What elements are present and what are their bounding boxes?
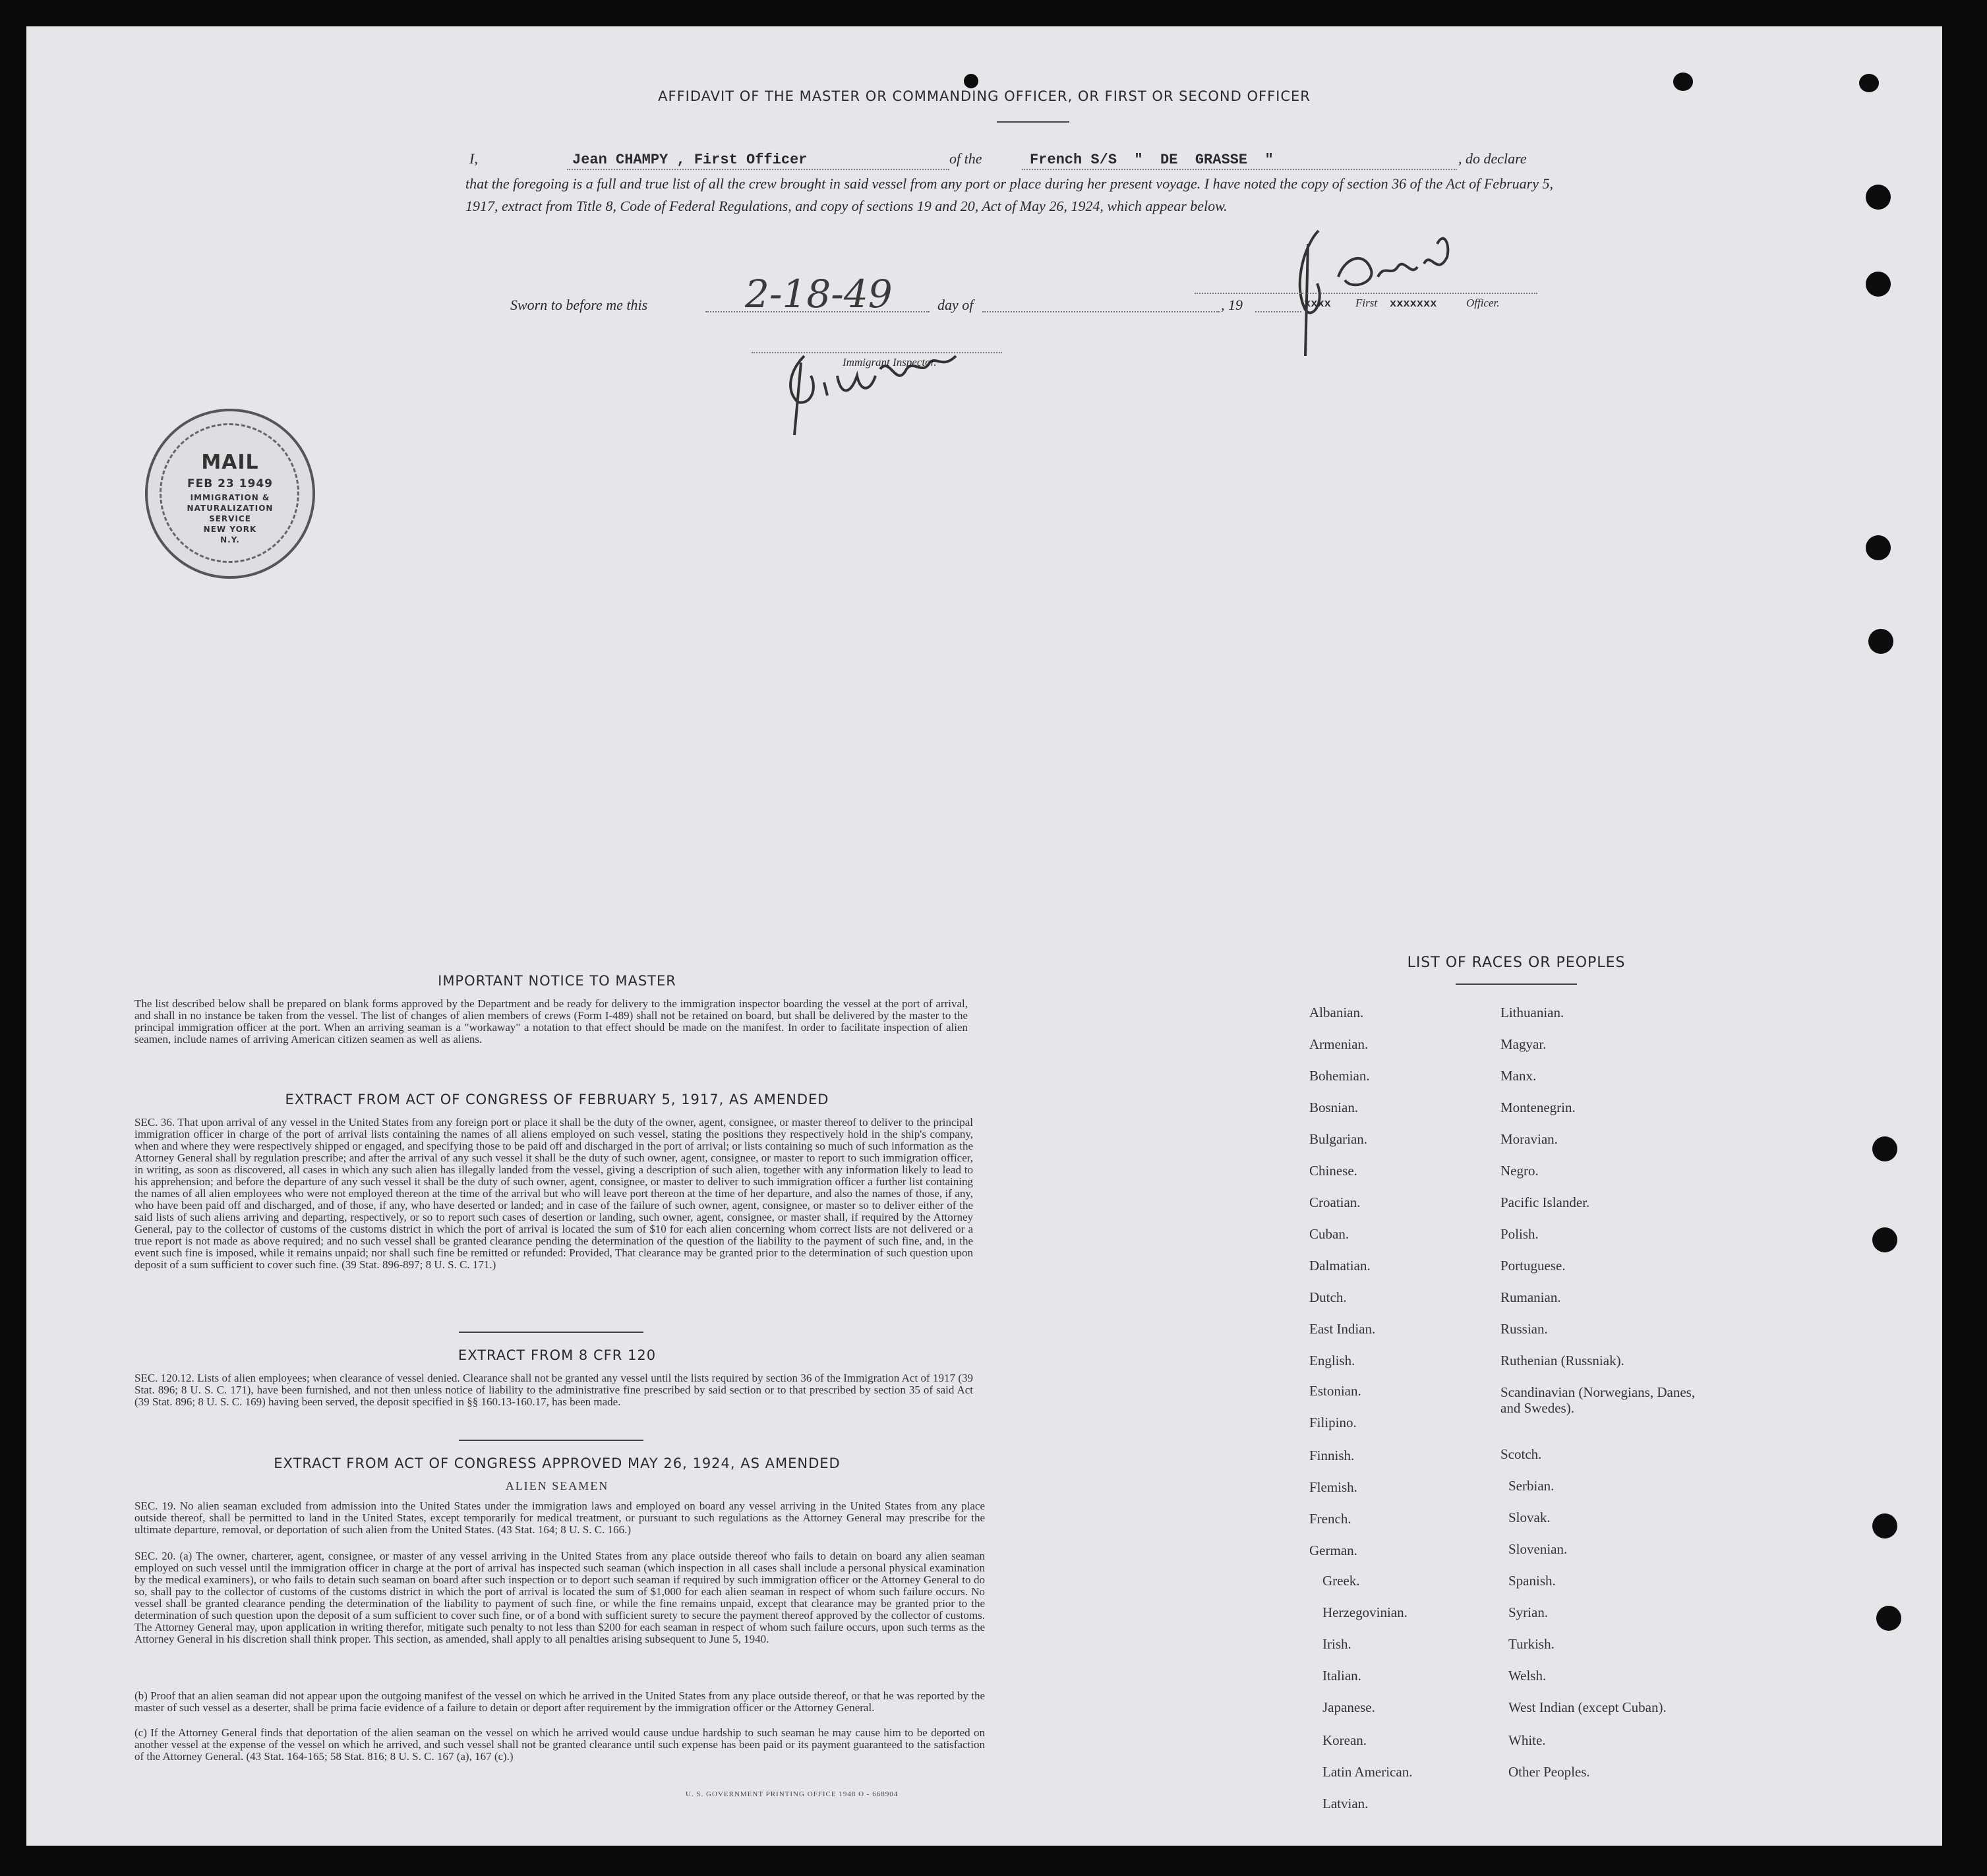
punch-hole-icon (964, 74, 978, 88)
race-item: Negro. (1500, 1163, 1539, 1179)
struck-word-1: xxxx (1304, 298, 1331, 310)
race-item: Polish. (1500, 1226, 1539, 1242)
stamp-line5: N.Y. (220, 535, 240, 544)
section-19-body: SEC. 19. No alien seaman excluded from admission into the United States under the immigration laws and employed on board any vessel arriving in the United States from any place outside thereof, shall be permitted to land in the United States, except temporarily for medical treatment, or pursuant to such regulations as the Attorney General may prescribe for the ultimate departure, removal, or deportation of such alien from the United States. (43 Stat. 164; 8 U. S. C. 166.) (134, 1500, 985, 1536)
race-item: Syrian. (1508, 1604, 1549, 1620)
year-label: , 19 (1221, 297, 1243, 313)
punch-hole-icon (1866, 185, 1891, 210)
race-item: Spanish. (1508, 1573, 1556, 1589)
race-item: Lithuanian. (1500, 1005, 1564, 1020)
vessel-name: French S/S " DE GRASSE " (1030, 152, 1274, 168)
do-declare-label: , do declare (1458, 150, 1527, 167)
of-the-label: of the (949, 150, 982, 167)
inspector-signature (765, 330, 982, 442)
officer-signature-line (1195, 293, 1537, 294)
race-item: Dalmatian. (1309, 1258, 1371, 1274)
race-item: Bulgarian. (1309, 1131, 1368, 1147)
day-of-label: day of (937, 297, 974, 313)
vessel-underline (1022, 169, 1457, 170)
race-item: Korean. (1322, 1732, 1367, 1748)
race-item: Latvian. (1322, 1796, 1369, 1811)
mail-stamp (145, 409, 315, 579)
affidavit-body: that the foregoing is a full and true list of all the crew brought in said vessel from any port or place during her present voyage. I have noted the copy of section 36 of the Act of February 5, 1917, extract from Title 8, Code of Federal Regulations, and copy of sections 19 and 20, Act of May 26, 1924, which appear below. (465, 175, 1553, 214)
race-item: German. (1309, 1542, 1357, 1558)
inspector-caption: Immigrant Inspector. (843, 356, 937, 368)
printing-office-footer: U. S. GOVERNMENT PRINTING OFFICE 1948 O - 668904 (686, 1790, 899, 1798)
stamp-line3: SERVICE (209, 514, 251, 523)
sworn-label: Sworn to before me this (510, 297, 648, 313)
race-item: Italian. (1322, 1668, 1361, 1684)
struck-word-2: xxxxxxx (1390, 298, 1437, 310)
race-item: Cuban. (1309, 1226, 1349, 1242)
races-title: LIST OF RACES OR PEOPLES (1407, 954, 1626, 971)
race-item: Scotch. (1500, 1446, 1542, 1462)
race-item: Other Peoples. (1508, 1764, 1590, 1780)
race-item: Pacific Islander. (1500, 1194, 1590, 1210)
punch-hole-icon (1872, 1513, 1897, 1539)
race-item: Magyar. (1500, 1036, 1547, 1052)
stamp-line1: IMMIGRATION & (190, 493, 270, 502)
race-item: English. (1309, 1353, 1355, 1368)
race-item: East Indian. (1309, 1321, 1376, 1337)
extract-1917-title: EXTRACT FROM ACT OF CONGRESS OF FEBRUARY 5, 1917, AS AMENDED (285, 1092, 829, 1107)
race-item: Japanese. (1322, 1699, 1375, 1715)
first-caption: First (1355, 297, 1378, 309)
race-item: Rumanian. (1500, 1289, 1561, 1305)
punch-hole-icon (1866, 535, 1891, 560)
extract-divider-2 (459, 1440, 643, 1441)
punch-hole-icon (1872, 1136, 1897, 1161)
sworn-date: 2-18-49 (745, 272, 893, 316)
race-item: French. (1309, 1511, 1351, 1527)
section-20a-body: SEC. 20. (a) The owner, charterer, agent, consignee, or master of any vessel arriving in the United States from any place outside thereof who fails to detain on board any alien seaman employed on such vessel until the immigration officer in charge at the port of arrival has inspected such seaman (which inspection in all cases shall include a personal physical examination by the medical examiners), or who fails to detain such seaman on board after such inspection or to deport such seaman if required by such immigration officer or the Attorney General to do so, shall pay to the collector of customs of the customs district in which the port of arrival is located the sum of $1,000 for each alien seaman in respect of whom such failure occurs. No vessel shall be granted clearance pending the determination of the liability to payment of such fine, or while the fine remains unpaid, except that clearance may be granted prior to the determination of such question upon the deposit of a sum sufficient to cover such fine, or of a bond with sufficient surety to secure the payment thereof approved by the collector of customs. The Attorney General may, upon application in writing therefor, mitigate such penalty to not less than $200 for each seaman in respect of whom such failure occurs, upon such terms as the Attorney General in his discretion shall think proper. This section, as amended, shall apply to all penalties arising subsequent to June 5, 1940. (134, 1550, 985, 1645)
officer-name: Jean CHAMPY , First Officer (572, 152, 808, 168)
race-item: Slovak. (1508, 1510, 1551, 1525)
race-item: Estonian. (1309, 1383, 1361, 1399)
document-page (26, 26, 1942, 1846)
race-item: Moravian. (1500, 1131, 1558, 1147)
name-underline (567, 169, 949, 170)
section-20b-body: (b) Proof that an alien seaman did not appear upon the outgoing manifest of the vessel on which he arrived in the United States from any place outside thereof, or that he was reported by the master of such vessel as a deserter, shall be prima facie evidence of a failure to detain or deport after requirement by the immigration officer or the Attorney General. (134, 1689, 985, 1714)
inspector-signature-line (752, 352, 1002, 353)
month-underline (982, 311, 1220, 312)
race-item: Serbian. (1508, 1478, 1555, 1494)
race-item: West Indian (except Cuban). (1508, 1699, 1667, 1715)
stamp-date: FEB 23 1949 (187, 477, 273, 490)
race-item: Turkish. (1508, 1636, 1555, 1652)
race-item: Albanian. (1309, 1005, 1364, 1020)
race-item: Slovenian. (1508, 1541, 1568, 1557)
stamp-line2: NATURALIZATION (187, 504, 274, 513)
race-item: Portuguese. (1500, 1258, 1566, 1274)
race-item: Armenian. (1309, 1036, 1369, 1052)
punch-hole-icon (1876, 1606, 1901, 1631)
race-item: Dutch. (1309, 1289, 1347, 1305)
notice-title: IMPORTANT NOTICE TO MASTER (438, 973, 676, 989)
race-item: Herzegovinian. (1322, 1604, 1408, 1620)
race-item: Irish. (1322, 1636, 1351, 1652)
race-item: Finnish. (1309, 1448, 1355, 1463)
affidavit-i: I, (469, 150, 478, 167)
punch-hole-icon (1868, 629, 1893, 654)
stamp-line4: NEW YORK (203, 525, 257, 534)
race-item: Scandinavian (Norwegians, Danes, and Swedes). (1500, 1384, 1696, 1416)
extract-cfr-body: SEC. 120.12. Lists of alien employees; when clearance of vessel denied. Clearance shall not be granted any vessel until the lists required by section 36 of the Immigration Act of 1917 (39 Stat. 896; 8 U. S. C. 171), have been furnished, and not then unless notice of liability to the administrative fine prescribed by said section or to that prescribed by section 35 of said Act (39 Stat. 896; 8 U. S. C. 169) having been served, the deposit specified in §§ 160.13-160.17, has been made. (134, 1372, 973, 1408)
punch-hole-icon (1872, 1227, 1897, 1252)
notice-body: The list described below shall be prepared on blank forms approved by the Department and be ready for delivery to the immigration inspector boarding the vessel at the port of arrival, and shall in no instance be taken from the vessel. The list of changes of alien members of crews (Form I-489) shall not be retained on board, but shall be delivered by the master to the principal immigration officer at the port. When an arriving seaman is a "workaway" a notation to that effect should be made on the manifest. In order to facilitate inspection of alien seamen, include names of arriving American citizen seamen as well as aliens. (134, 997, 968, 1045)
alien-seamen-subtitle: ALIEN SEAMEN (505, 1479, 609, 1492)
section-20c-body: (c) If the Attorney General finds that deportation of the alien seaman on the vessel on which he arrived would cause undue hardship to such seaman he may cause him to be deported on another vessel at the expense of the vessel on which he arrived, and such vessel shall not be granted clearance until such expense has been paid or its payment guaranteed to the satisfaction of the Attorney General. (43 Stat. 164-165; 58 Stat. 816; 8 U. S. C. 167 (a), 167 (c).) (134, 1726, 985, 1763)
race-item: Latin American. (1322, 1764, 1413, 1780)
race-item: Welsh. (1508, 1668, 1547, 1684)
race-item: Greek. (1322, 1573, 1360, 1589)
race-item: Croatian. (1309, 1194, 1361, 1210)
sworn-date-underline (705, 311, 930, 312)
race-item: Bosnian. (1309, 1099, 1359, 1115)
race-item: Bohemian. (1309, 1068, 1370, 1084)
race-item: Manx. (1500, 1068, 1537, 1084)
officer-signature (1266, 204, 1490, 363)
race-item: White. (1508, 1732, 1546, 1748)
punch-hole-icon (1866, 272, 1891, 297)
race-item: Filipino. (1309, 1415, 1357, 1430)
title-divider (997, 121, 1069, 123)
race-item: Chinese. (1309, 1163, 1357, 1179)
officer-caption: Officer. (1466, 297, 1500, 309)
extract-cfr-title: EXTRACT FROM 8 CFR 120 (458, 1347, 657, 1363)
extract-divider-1 (459, 1332, 643, 1333)
stamp-mail: MAIL (201, 451, 259, 474)
race-item: Flemish. (1309, 1479, 1357, 1495)
races-title-underline (1456, 983, 1577, 985)
extract-1924-title: EXTRACT FROM ACT OF CONGRESS APPROVED MAY 26, 1924, AS AMENDED (274, 1455, 841, 1471)
race-item: Ruthenian (Russniak). (1500, 1353, 1624, 1368)
affidavit-title: AFFIDAVIT OF THE MASTER OR COMMANDING OFFICER, OR FIRST OR SECOND OFFICER (658, 88, 1311, 104)
race-item: Montenegrin. (1500, 1099, 1576, 1115)
extract-1917-body: SEC. 36. That upon arrival of any vessel in the United States from any foreign port or place it shall be the duty of the owner, agent, consignee, or master thereof to deliver to the principal immigration officer in charge of the port of arrival lists containing the names of all aliens employed on such vessel, stating the positions they respectively hold in the ship's company, when and where they were respectively shipped or engaged, and specifying those to be paid off and discharged in the port of arrival; or lists containing so much of such information as the Attorney General shall by regulation prescribe; and after the arrival of any such vessel it shall be the duty of such owner, agent, consignee, or master to report to such immigration officer, in writing, as soon as discovered, all cases in which any such alien has illegally landed from the vessel, giving a description of such alien, together with any information likely to lead to his apprehension; and before the departure of any such vessel it shall be the duty of such owner, agent, consignee, or master to deliver to such immigration officer a further list containing the names of all alien employees who were not employed thereon at the time of the arrival but who will leave port thereon at the time of her departure, and also the names of those, if any, who have been paid off and discharged, and of those, if any, who have deserted or landed; and in case of the failure of such owner, agent, consignee, or master so to deliver either of the said lists of such aliens arriving and departing, respectively, or so to report such cases of desertion or landing, such owner, agent, consignee, or master shall, if required by the Attorney General, pay to the collector of customs of the customs district in which the port of arrival is located the sum of $10 for each alien concerning whom correct lists are not delivered or a true report is not made as above required; and no such vessel shall be granted clearance pending the determination of the question of the liability to the payment of such fine, and, in the event such fine is imposed, while it remains unpaid; nor shall such fine be remitted or refunded: Provided, That clearance may be granted prior to the determination of such question upon deposit of a sum sufficient to cover such fine. (39 Stat. 896-897; 8 U. S. C. 171.) (134, 1116, 973, 1271)
race-item: Russian. (1500, 1321, 1548, 1337)
